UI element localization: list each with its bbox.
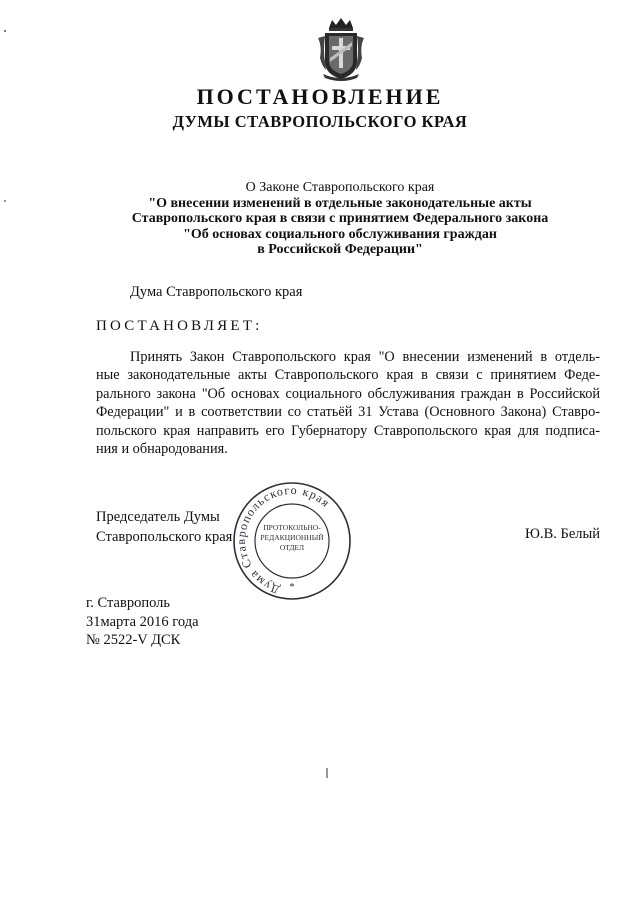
resolution-line: рального закона "Об основах социального обслуживания граждан в Российской — [96, 385, 600, 402]
document-number: № 2522-V ДСК — [86, 632, 181, 648]
place-and-date — [86, 594, 199, 650]
stamp-star: * — [289, 581, 295, 593]
stamp-center-text: РЕДАКЦИОННЫЙ — [260, 533, 324, 542]
signatory-position-line: Председатель Думы — [96, 509, 220, 525]
coat-of-arms-emblem — [314, 16, 368, 82]
official-stamp — [228, 478, 356, 602]
signatory-position-line: Ставропольского края — [96, 529, 233, 545]
scan-artifact — [4, 200, 6, 202]
document-title: ПОСТАНОВЛЕНИЕ — [196, 84, 444, 109]
issuing-body: Дума Ставропольского края — [130, 284, 303, 300]
law-heading-line: "Об основах социального обслуживания граждан — [183, 226, 497, 242]
signatory-name: Ю.В. Белый — [525, 526, 600, 542]
resolution-line: польского края направить его Губернатору Ставропольского края для подписа- — [96, 422, 600, 439]
resolution-line: Принять Закон Ставропольского края "О внесении изменений в отдель- — [130, 349, 600, 365]
law-heading-line: "О внесении изменений в отдельные законодательные акты — [148, 195, 532, 211]
resolution-line: ния и обнародования. — [96, 440, 228, 457]
resolution-line: Федерации" и в соответствии со статьёй 31 Устава (Основного Закона) Ставро- — [96, 404, 600, 421]
resolution-line: ные законодательные акты Ставропольского края в связи с принятием Феде- — [96, 367, 600, 384]
city: г. Ставрополь — [86, 595, 171, 611]
signatory-position — [96, 507, 232, 547]
date: 31марта 2016 года — [86, 613, 199, 630]
document-subtitle: ДУМЫ СТАВРОПОЛЬСКОГО КРАЯ — [172, 112, 468, 131]
law-heading-line: О Законе Ставропольского края — [245, 180, 435, 195]
resolution-text — [96, 348, 600, 458]
law-heading-line: Ставропольского края в связи с принятием Федерального закона — [131, 211, 549, 226]
scan-artifact — [326, 768, 328, 778]
stamp-center-text: ОТДЕЛ — [279, 543, 305, 552]
stamp-center-text: ПРОТОКОЛЬНО- — [263, 523, 321, 532]
law-heading-line: в Российской Федерации" — [257, 242, 423, 257]
scan-artifact — [4, 30, 6, 32]
law-heading — [120, 180, 560, 258]
resolves-heading: ПОСТАНОВЛЯЕТ: — [96, 318, 263, 334]
stamp-ring-text: Дума Ставропольского края — [234, 482, 334, 598]
